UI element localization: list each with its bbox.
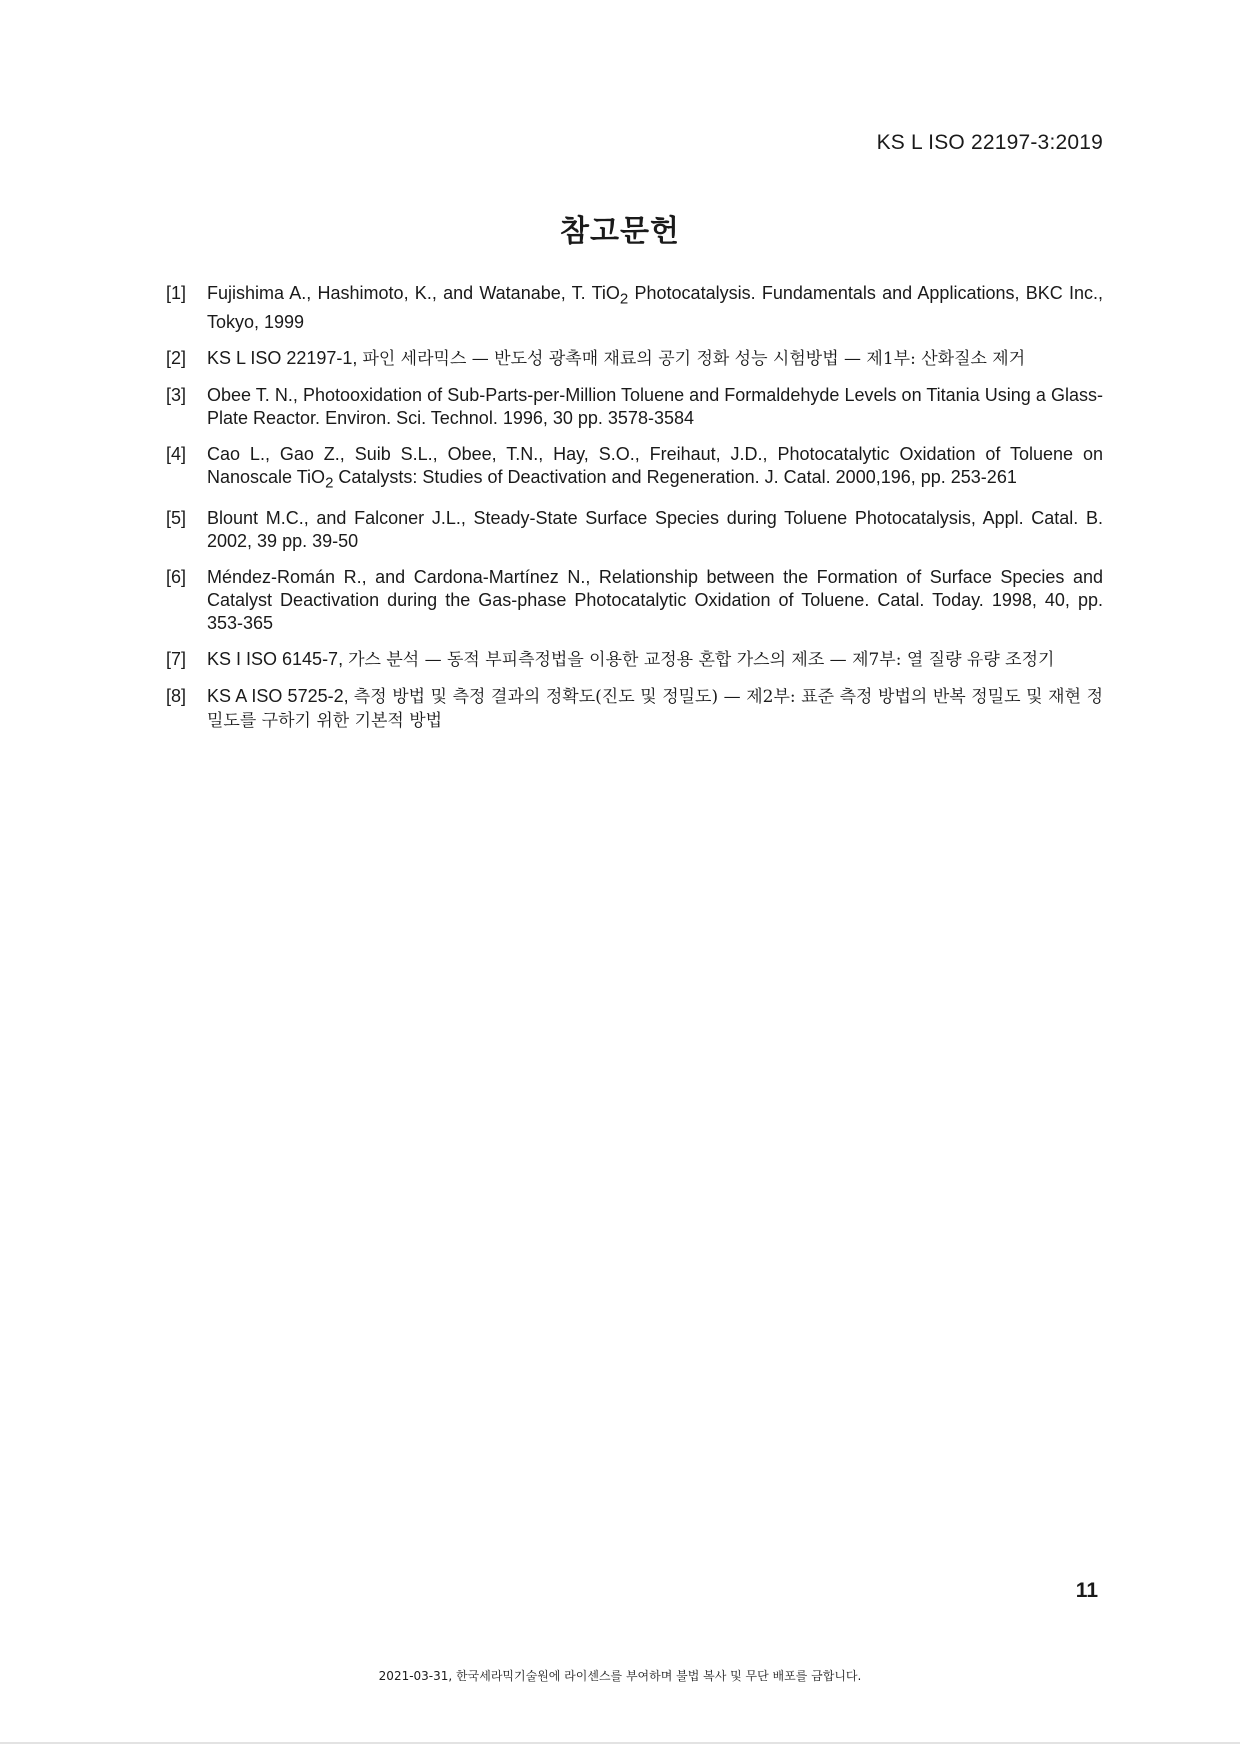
subscript: 2 bbox=[619, 290, 629, 308]
reference-text-part: Fujishima A., Hashimoto, K., and Watanabe, T. TiO bbox=[207, 283, 620, 303]
reference-korean-title: 가스 분석 — 동적 부피측정법을 이용한 교정용 혼합 가스의 제조 — 제7부: 열 질량 유량 조정기 bbox=[348, 650, 1055, 671]
reference-text bbox=[207, 685, 1103, 733]
reference-text-part: Catalysts: Studies of Deactivation and Regeneration. J. Catal. 2000,196, pp. 253-261 bbox=[333, 466, 1017, 487]
page-title: 참고문헌 bbox=[560, 214, 680, 250]
subscript: 2 bbox=[325, 474, 334, 492]
reference-text: Obee T. N., Photooxidation of Sub-Parts-per-Million Toluene and Formaldehyde Levels on Titania Using a Glass-Plate Reactor. Environ. Sci. Technol. 1996, 30 pp. 3578-3584 bbox=[207, 384, 1103, 428]
reference-item bbox=[166, 507, 1103, 553]
reference-text: Blount M.C., and Falconer J.L., Steady-State Surface Species during Toluene Photocatalysis, Appl. Catal. B. 2002, 39 pp. 39-50 bbox=[207, 508, 1103, 552]
reference-item bbox=[166, 685, 1103, 733]
reference-text-part: Cao L., Gao Z., Suib S.L., Obee, T.N., Hay, S.O., Freihaut, J.D., Photocatalytic Oxidation of Toluene on Nanoscale TiO bbox=[207, 443, 1103, 487]
reference-standard-id: KS I ISO 6145-7, bbox=[207, 649, 349, 670]
scan-edge-line bbox=[0, 1742, 1240, 1744]
reference-standard-id: KS A ISO 5725-2, bbox=[207, 686, 354, 707]
reference-text bbox=[207, 282, 1103, 334]
reference-item bbox=[166, 384, 1103, 430]
reference-text-part: Photocatalysis. Fundamentals and Applications, BKC Inc., Tokyo, 1999 bbox=[207, 283, 1103, 332]
reference-item bbox=[166, 648, 1103, 672]
reference-item bbox=[166, 282, 1103, 334]
reference-number: [2] bbox=[166, 347, 187, 368]
license-footer: 2021-03-31, 한국세라믹기술원에 라이센스를 부여하며 불법 복사 및 무단 배포를 금합니다. bbox=[378, 1669, 862, 1683]
page-number: 11 bbox=[1075, 1579, 1098, 1602]
reference-korean-title: 파인 세라믹스 — 반도성 광촉매 재료의 공기 정화 성능 시험방법 — 제1부: 산화질소 제거 bbox=[362, 348, 1026, 369]
reference-number: [5] bbox=[166, 508, 187, 529]
reference-list bbox=[166, 282, 1103, 746]
reference-standard-id: KS L ISO 22197-1, bbox=[207, 347, 363, 368]
document-id: KS L ISO 22197-3:2019 bbox=[876, 131, 1103, 154]
reference-text bbox=[207, 347, 1103, 371]
reference-item bbox=[166, 443, 1103, 495]
reference-text bbox=[207, 648, 1103, 672]
reference-number: [1] bbox=[166, 283, 187, 303]
reference-number: [7] bbox=[166, 649, 187, 670]
reference-korean-title: 측정 방법 및 측정 결과의 정확도(진도 및 정밀도) — 제2부: 표준 측정 방법의 반복 정밀도 및 재현 정밀도를 구하기 위한 기본적 방법 bbox=[207, 687, 1103, 732]
reference-number: [4] bbox=[166, 443, 187, 464]
reference-number: [3] bbox=[166, 384, 187, 405]
reference-item bbox=[166, 347, 1103, 371]
reference-text: Méndez-Román R., and Cardona-Martínez N., Relationship between the Formation of Surface Species and Catalyst Deactivation during the Gas-phase Photocatalytic Oxidation of Toluene. Catal. Today. 1998, 40, pp. 353-365 bbox=[207, 567, 1103, 634]
reference-text bbox=[207, 443, 1103, 495]
reference-number: [6] bbox=[166, 567, 187, 588]
reference-item bbox=[166, 566, 1103, 635]
reference-number: [8] bbox=[166, 686, 187, 707]
